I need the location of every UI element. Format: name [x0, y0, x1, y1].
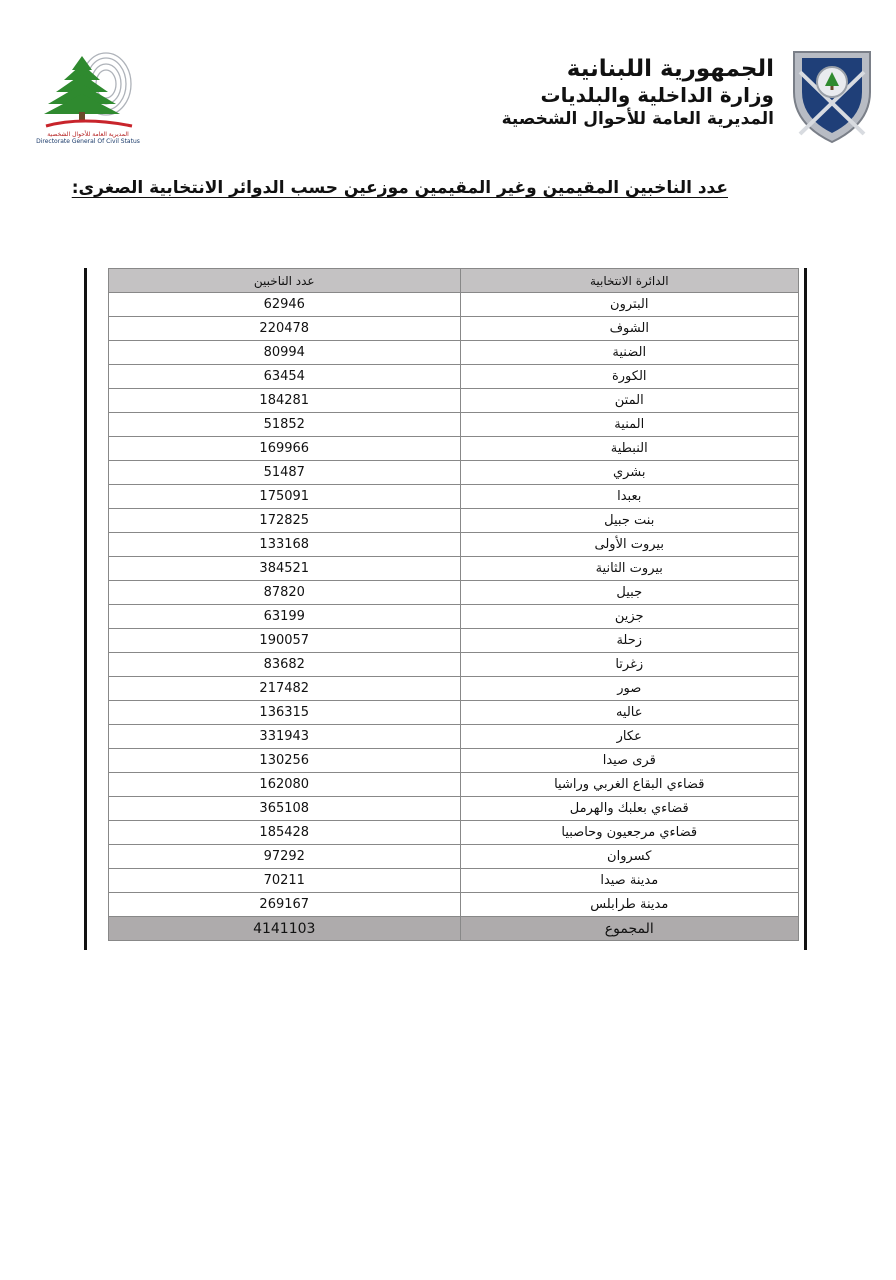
table-row [109, 701, 799, 725]
table-header-row [109, 269, 799, 293]
voters-cell: 62946 [109, 293, 461, 317]
district-cell: بنت جبيل [460, 509, 799, 533]
table-row [109, 581, 799, 605]
directorate-name: المديرية العامة للأحوال الشخصية [501, 109, 774, 130]
table-row [109, 845, 799, 869]
district-cell: زغرتا [460, 653, 799, 677]
district-cell: مدينة طرابلس [460, 893, 799, 917]
table-row [109, 557, 799, 581]
ministry-crest [786, 42, 878, 146]
district-cell: كسروان [460, 845, 799, 869]
district-cell: بشري [460, 461, 799, 485]
voters-cell: 97292 [109, 845, 461, 869]
table-row [109, 461, 799, 485]
voters-cell: 365108 [109, 797, 461, 821]
voters-cell: 83682 [109, 653, 461, 677]
logo-caption-english: Directorate General Of Civil Status [36, 138, 140, 145]
table-row [109, 533, 799, 557]
voters-cell: 184281 [109, 389, 461, 413]
district-cell: الكورة [460, 365, 799, 389]
table-row [109, 317, 799, 341]
logo-caption [36, 131, 140, 145]
district-cell: المتن [460, 389, 799, 413]
voters-cell: 331943 [109, 725, 461, 749]
district-cell: قرى صيدا [460, 749, 799, 773]
voters-table [108, 268, 799, 941]
voters-cell: 384521 [109, 557, 461, 581]
shield-crest-icon [786, 42, 878, 146]
table-row [109, 725, 799, 749]
voters-cell: 51487 [109, 461, 461, 485]
voters-cell: 70211 [109, 869, 461, 893]
district-cell: قضاءي البقاع الغربي وراشيا [460, 773, 799, 797]
table-row [109, 605, 799, 629]
district-cell: النبطية [460, 437, 799, 461]
table-row [109, 365, 799, 389]
voters-cell: 169966 [109, 437, 461, 461]
district-cell: قضاءي مرجعيون وحاصبيا [460, 821, 799, 845]
ministry-name: وزارة الداخلية والبلديات [540, 83, 774, 108]
district-cell: عاليه [460, 701, 799, 725]
district-cell: جبيل [460, 581, 799, 605]
table-row [109, 773, 799, 797]
table-row [109, 413, 799, 437]
district-cell: مدينة صيدا [460, 869, 799, 893]
table-row [109, 485, 799, 509]
logo-caption-arabic: المديرية العامة للأحوال الشخصية [47, 131, 129, 138]
voters-cell: 63454 [109, 365, 461, 389]
table-row [109, 677, 799, 701]
district-cell: بعبدا [460, 485, 799, 509]
total-label: المجموع [460, 917, 799, 941]
document-title: عدد الناخبين المقيمين وغير المقيمين موزعين حسب الدوائر الانتخابية الصغرى: [71, 178, 728, 198]
district-cell: بيروت الثانية [460, 557, 799, 581]
voters-cell: 87820 [109, 581, 461, 605]
table-frame-right [804, 268, 807, 950]
voters-cell: 63199 [109, 605, 461, 629]
table-row [109, 437, 799, 461]
district-cell: زحلة [460, 629, 799, 653]
republic-name: الجمهورية اللبنانية [566, 56, 774, 82]
cedar-tree-fingerprint-icon [36, 52, 140, 132]
voters-cell: 130256 [109, 749, 461, 773]
voters-cell: 80994 [109, 341, 461, 365]
total-row [109, 917, 799, 941]
total-value: 4141103 [109, 917, 461, 941]
voters-cell: 175091 [109, 485, 461, 509]
district-cell: صور [460, 677, 799, 701]
voters-cell: 172825 [109, 509, 461, 533]
table-row [109, 893, 799, 917]
voters-cell: 51852 [109, 413, 461, 437]
voters-cell: 269167 [109, 893, 461, 917]
table-row [109, 797, 799, 821]
voters-cell: 190057 [109, 629, 461, 653]
district-cell: الضنية [460, 341, 799, 365]
voters-cell: 217482 [109, 677, 461, 701]
table-row [109, 653, 799, 677]
column-header-district: الدائرة الانتخابية [460, 269, 799, 293]
table-row [109, 869, 799, 893]
table-row [109, 509, 799, 533]
table-row [109, 341, 799, 365]
district-cell: بيروت الأولى [460, 533, 799, 557]
district-cell: جزين [460, 605, 799, 629]
table-row [109, 389, 799, 413]
table-row [109, 821, 799, 845]
voters-cell: 185428 [109, 821, 461, 845]
voters-cell: 136315 [109, 701, 461, 725]
district-cell: البترون [460, 293, 799, 317]
table-row [109, 749, 799, 773]
voters-cell: 162080 [109, 773, 461, 797]
district-cell: قضاءي بعلبك والهرمل [460, 797, 799, 821]
district-cell: الشوف [460, 317, 799, 341]
table-row [109, 629, 799, 653]
column-header-voters: عدد الناخبين [109, 269, 461, 293]
district-cell: عكار [460, 725, 799, 749]
district-cell: المنية [460, 413, 799, 437]
voters-cell: 133168 [109, 533, 461, 557]
voters-cell: 220478 [109, 317, 461, 341]
header-block [502, 56, 774, 130]
table-row [109, 293, 799, 317]
table-frame-left [84, 268, 87, 950]
